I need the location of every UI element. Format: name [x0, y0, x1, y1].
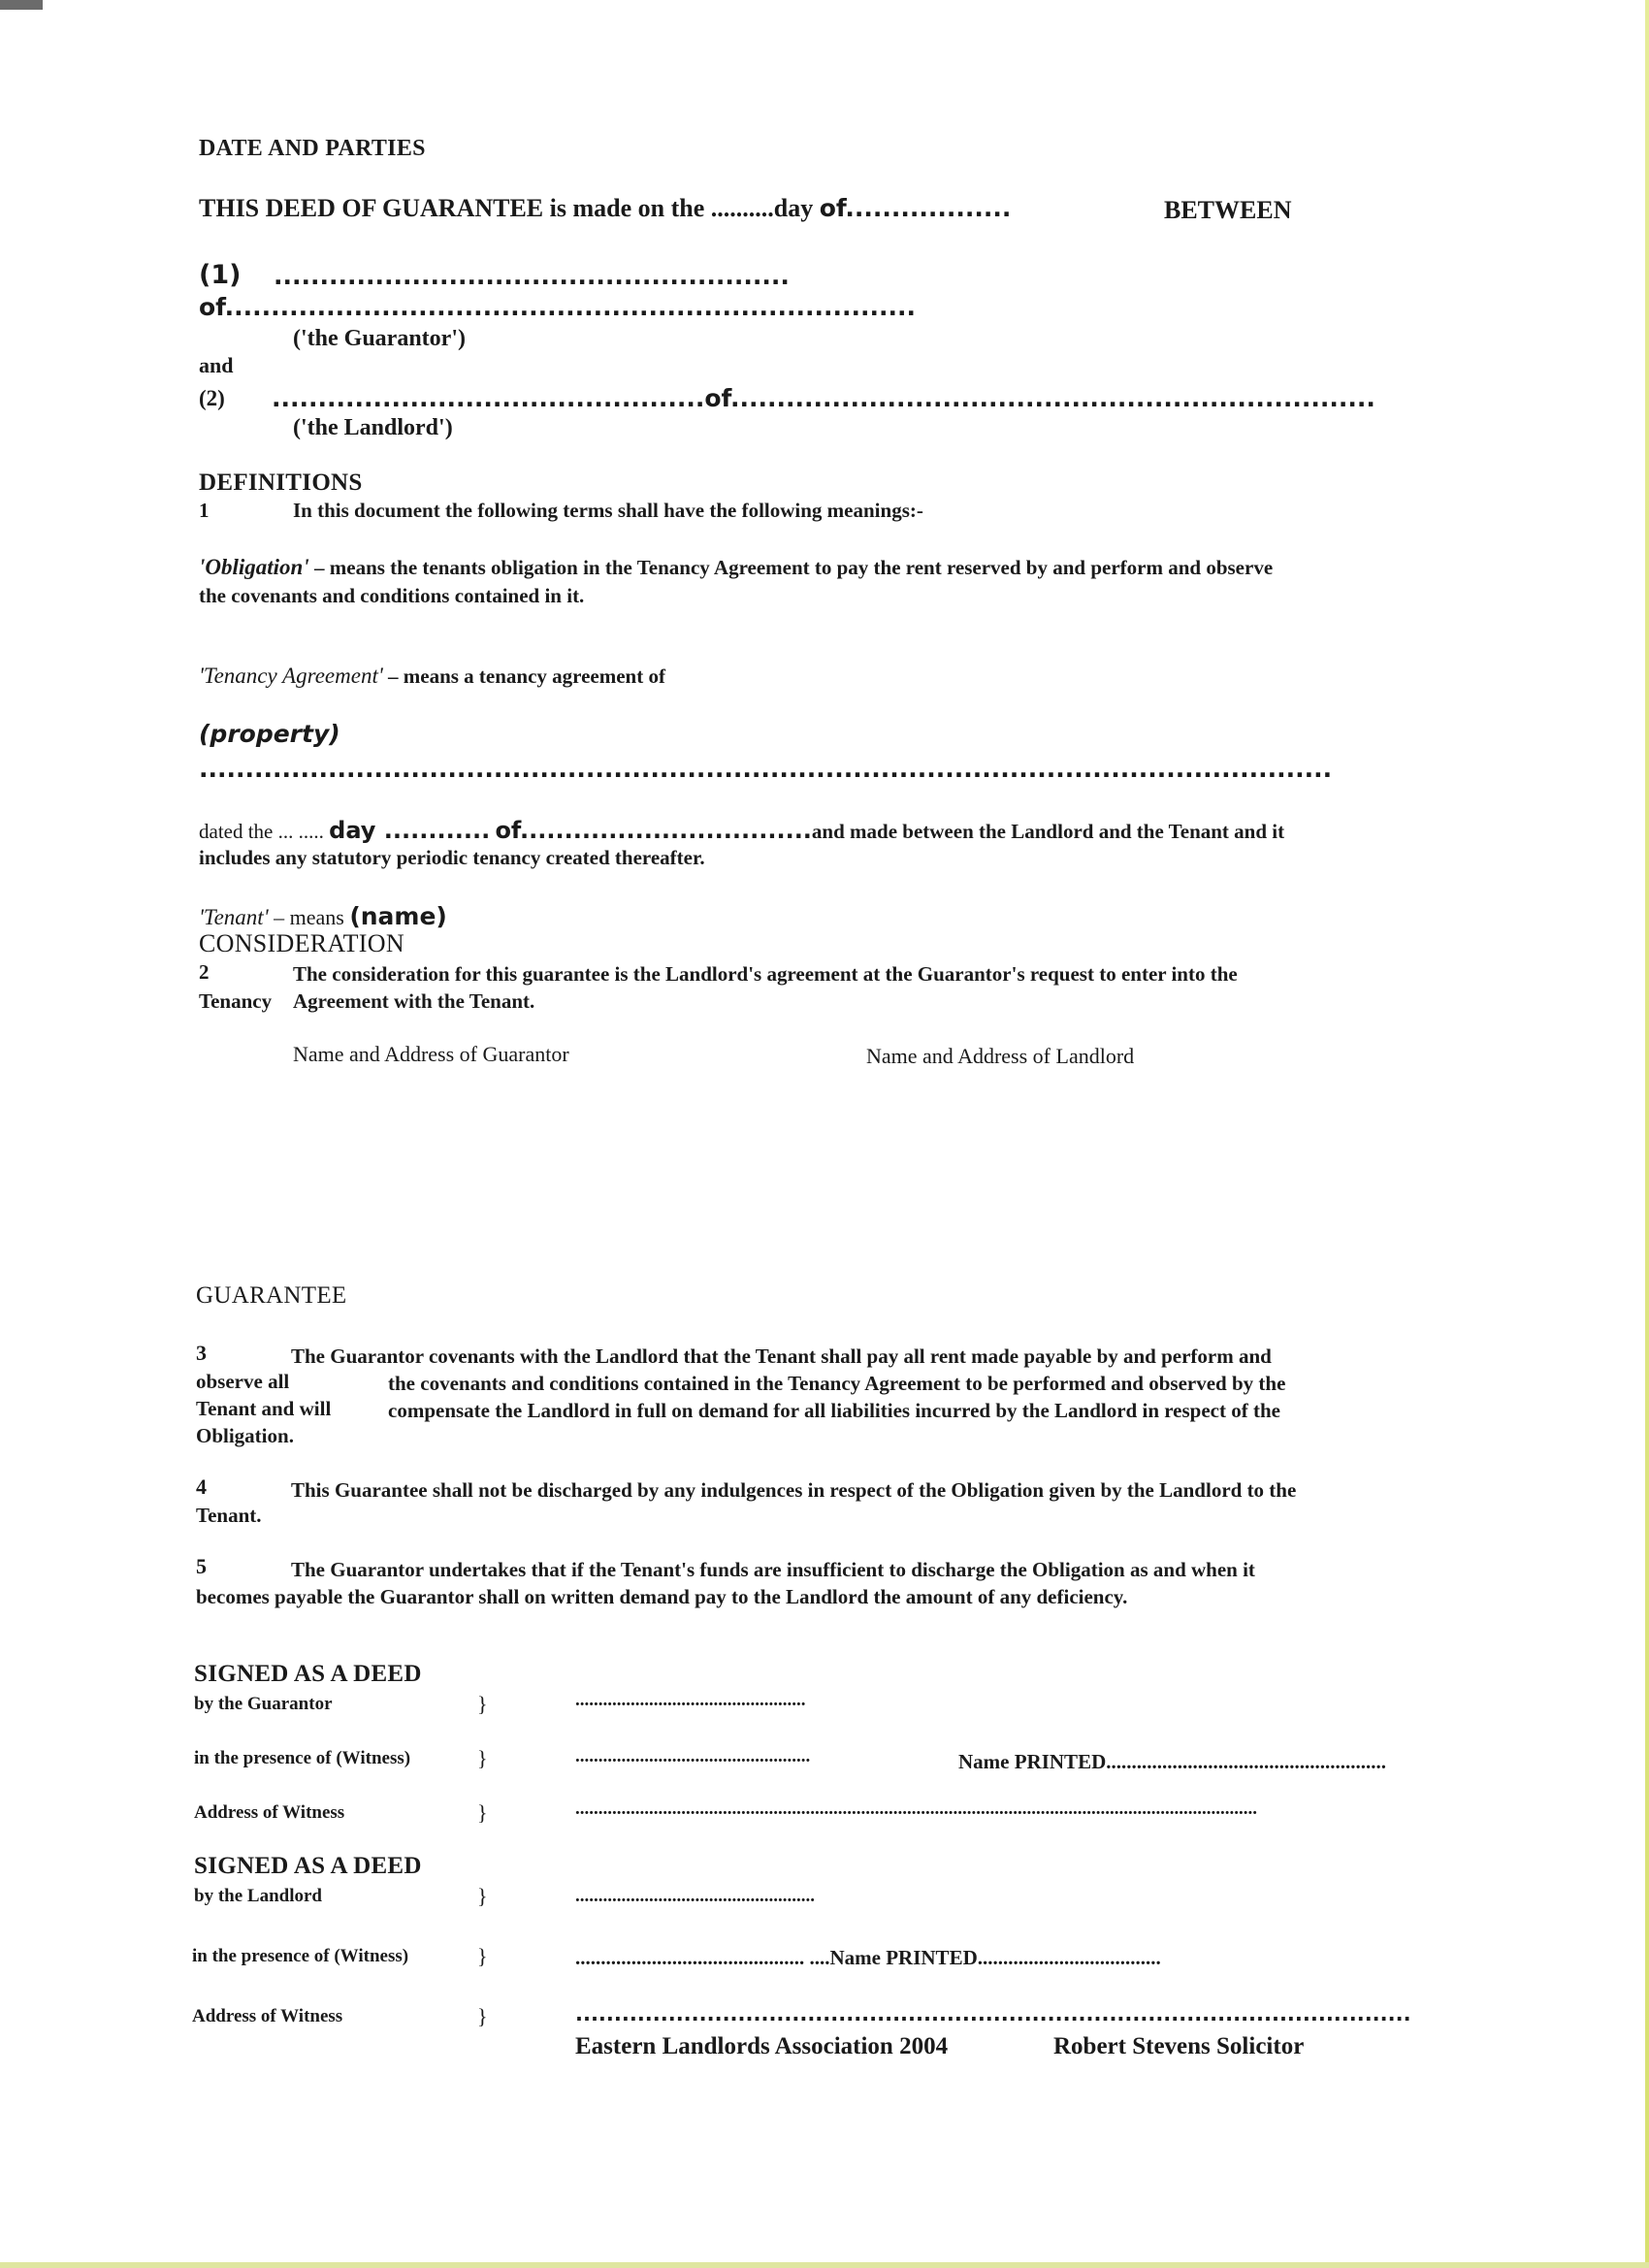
- dated-suffix: and made between the Landlord and the Tenant and it: [811, 820, 1285, 843]
- tenancy-text: – means a tenancy agreement of: [382, 664, 665, 688]
- clause4-num: 4: [196, 1474, 207, 1499]
- guarantor-by-label: by the Guarantor: [194, 1694, 333, 1714]
- and-word: and: [199, 353, 234, 377]
- scan-edge-bottom: [0, 2262, 1649, 2268]
- landlord-signature-line[interactable]: ....................................................: [575, 1886, 815, 1906]
- consideration-line1: The consideration for this guarantee is the Landlord's agreement at the Guarantor's request to enter into the: [293, 962, 1238, 986]
- clause5-num: 5: [196, 1554, 207, 1578]
- deed-line-prefix: THIS DEED OF GUARANTEE is made on the ..........day: [199, 194, 814, 222]
- guarantor-witness-label: in the presence of (Witness): [194, 1748, 411, 1768]
- tenant-term: 'Tenant': [199, 905, 269, 929]
- party2-label: ('the Landlord'): [293, 415, 453, 440]
- landlord-witness-brace: }: [477, 1944, 488, 1968]
- clause3-line4: Obligation.: [196, 1424, 294, 1447]
- landlord-signed-heading: SIGNED AS A DEED: [194, 1853, 422, 1879]
- tenancy-term: 'Tenancy Agreement': [199, 664, 383, 688]
- guarantor-witness-brace: }: [477, 1746, 488, 1770]
- guarantor-witness-line[interactable]: ...................................................: [575, 1746, 811, 1766]
- obligation-line1: – means the tenants obligation in the Tenancy Agreement to pay the rent reserved by and perform and observe: [308, 556, 1274, 579]
- clause4-line2: Tenant.: [196, 1504, 262, 1527]
- party2-number: (2): [199, 386, 225, 410]
- guarantor-brace: }: [477, 1692, 488, 1716]
- guarantor-address-brace: }: [477, 1800, 488, 1825]
- clause5-line2: becomes payable the Guarantor shall on written demand pay to the Landlord the amount of any deficiency.: [196, 1585, 1128, 1608]
- scan-edge-right: [1645, 0, 1649, 2268]
- landlord-by-label: by the Landlord: [194, 1886, 322, 1906]
- landlord-witness-address-label: Address of Witness: [192, 2006, 343, 2026]
- name-address-guarantor: Name and Address of Guarantor: [293, 1042, 569, 1066]
- deed-line: [199, 194, 1011, 223]
- clause3-num: 3: [196, 1341, 207, 1365]
- consideration-num: 2: [199, 960, 210, 984]
- definitions-intro: In this document the following terms shall have the following meanings:-: [293, 499, 923, 522]
- landlord-witness-label: in the presence of (Witness): [192, 1946, 409, 1966]
- clause3-line3-left: Tenant and will: [196, 1397, 332, 1420]
- name-address-landlord: Name and Address of Landlord: [866, 1044, 1135, 1068]
- dated-line2: includes any statutory periodic tenancy created thereafter.: [199, 846, 705, 869]
- party2-line: ...............................................of......................................................................: [272, 384, 1375, 412]
- dated-of: of.................................: [495, 817, 812, 844]
- clause5-line1: The Guarantor undertakes that if the Tenant's funds are insufficient to discharge the Obligation as and when it: [291, 1558, 1255, 1581]
- clause3-line2-right: the covenants and conditions contained in the Tenancy Agreement to be performed and observed by the: [388, 1372, 1286, 1395]
- landlord-brace: }: [477, 1884, 488, 1908]
- guarantee-heading: GUARANTEE: [196, 1282, 347, 1309]
- clause4-line1: This Guarantee shall not be discharged by any indulgences in respect of the Obligation given by the Landlord to the: [291, 1478, 1297, 1502]
- definitions-num: 1: [199, 499, 210, 522]
- landlord-witness-name-line[interactable]: ............................................. ....Name PRINTED....................................: [575, 1946, 1161, 1969]
- dated-prefix: dated the ... .....: [199, 820, 324, 843]
- heading-date-parties: DATE AND PARTIES: [199, 136, 426, 161]
- party1-of-line: of...........................................................................: [199, 293, 916, 321]
- property-label: (property): [199, 720, 340, 748]
- deed-line-of: of..................: [819, 194, 1012, 222]
- footer-association: Eastern Landlords Association 2004: [575, 2033, 949, 2059]
- guarantor-name-printed[interactable]: Name PRINTED.......................................................: [958, 1750, 1386, 1773]
- deed-line-between: BETWEEN: [1164, 196, 1292, 224]
- party1-number: (1): [199, 260, 242, 290]
- consideration-line2-right: Agreement with the Tenant.: [293, 989, 535, 1013]
- tenancy-definition: [199, 664, 665, 689]
- obligation-term: 'Obligation': [199, 555, 309, 579]
- clause3-line2-left: observe all: [196, 1370, 290, 1393]
- party1-label: ('the Guarantor'): [293, 326, 466, 351]
- guarantor-witness-address-label: Address of Witness: [194, 1802, 345, 1823]
- consideration-heading: CONSIDERATION: [199, 929, 404, 957]
- obligation-definition: [199, 555, 1273, 580]
- tenant-name: (name): [349, 902, 447, 930]
- party1-dots: ........................................................: [274, 262, 790, 290]
- dated-day: day ............: [329, 817, 491, 844]
- tenant-definition: [199, 902, 447, 930]
- footer-solicitor: Robert Stevens Solicitor: [1053, 2033, 1305, 2059]
- dated-line: [199, 817, 1284, 844]
- tenant-text: – means: [268, 905, 350, 929]
- consideration-line2-left: Tenancy: [199, 989, 273, 1013]
- property-dots: ...........................................................................................................................: [199, 755, 1333, 783]
- guarantor-witness-address-line[interactable]: ....................................................................................................................................................: [575, 1798, 1257, 1819]
- clause3-line3-right: compensate the Landlord in full on demand for all liabilities incurred by the Landlord in respect of the: [388, 1399, 1280, 1422]
- definitions-heading: DEFINITIONS: [199, 470, 363, 496]
- guarantor-signature-line[interactable]: ..................................................: [575, 1690, 806, 1710]
- landlord-witness-address-line[interactable]: ............................................................................................................: [575, 2002, 1411, 2025]
- guarantor-signed-heading: SIGNED AS A DEED: [194, 1661, 422, 1687]
- clause3-line1: The Guarantor covenants with the Landlord that the Tenant shall pay all rent made payable by and perform and: [291, 1345, 1272, 1368]
- landlord-address-brace: }: [477, 2004, 488, 2028]
- scan-corner-mark: [0, 0, 43, 10]
- obligation-line2: the covenants and conditions contained in it.: [199, 584, 585, 607]
